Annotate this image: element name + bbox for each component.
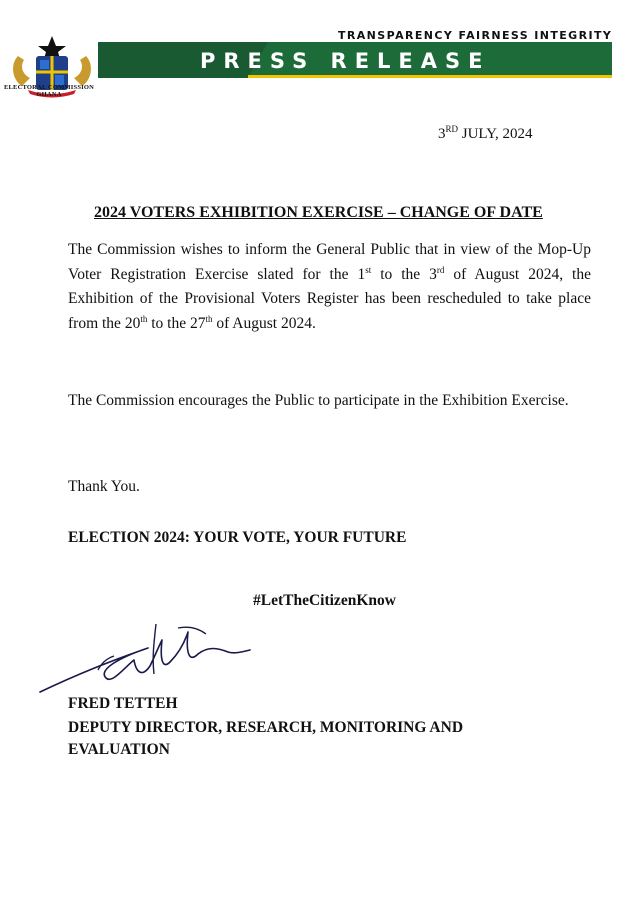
election-slogan: ELECTION 2024: YOUR VOTE, YOUR FUTURE (68, 529, 407, 546)
p1-sup-3: th (140, 313, 148, 324)
p1-sup-2: rd (436, 264, 445, 275)
p1-text-4: to the 27 (147, 314, 206, 332)
p1-sup-4: th (205, 313, 213, 324)
release-date (438, 126, 533, 143)
signatory-title-line2: EVALUATION (68, 741, 170, 758)
organization-name-line2: GHANA (36, 91, 62, 98)
organization-name-line1: ELECTORAL COMMISSION (3, 84, 95, 91)
release-title: 2024 VOTERS EXHIBITION EXERCISE – CHANGE OF DATE (94, 204, 543, 221)
p1-sup-1: st (365, 264, 372, 275)
handwritten-signature (38, 618, 253, 698)
organization-name (0, 84, 98, 98)
body-paragraph-1 (68, 238, 591, 336)
closing-thanks: Thank You. (68, 478, 140, 495)
date-suffix: RD (445, 124, 459, 134)
p1-text-2: to the 3 (371, 265, 437, 283)
body-paragraph-2: The Commission encourages the Public to participate in the Exhibition Exercise. (68, 392, 569, 409)
banner-title: PRESS RELEASE (200, 49, 491, 73)
motto: TRANSPARENCY FAIRNESS INTEGRITY (338, 29, 613, 42)
p1-text-5: of August 2024. (212, 314, 316, 332)
date-rest: JULY, 2024 (458, 126, 533, 142)
signatory-name: FRED TETTEH (68, 695, 178, 712)
p1-text-1: The Commission wishes to inform the General Public that in view of the Mop-Up Voter Registration Exercise slated for the 1 (68, 241, 591, 283)
date-day: 3 (438, 126, 446, 142)
signatory-title-line1: DEPUTY DIRECTOR, RESEARCH, MONITORING AND (68, 719, 464, 736)
p1-text-3: of August 2024, the Exhibition of the Provisional Voters Register has been rescheduled to take place from the 20 (68, 265, 591, 332)
hashtag: #LetTheCitizenKnow (253, 592, 396, 609)
